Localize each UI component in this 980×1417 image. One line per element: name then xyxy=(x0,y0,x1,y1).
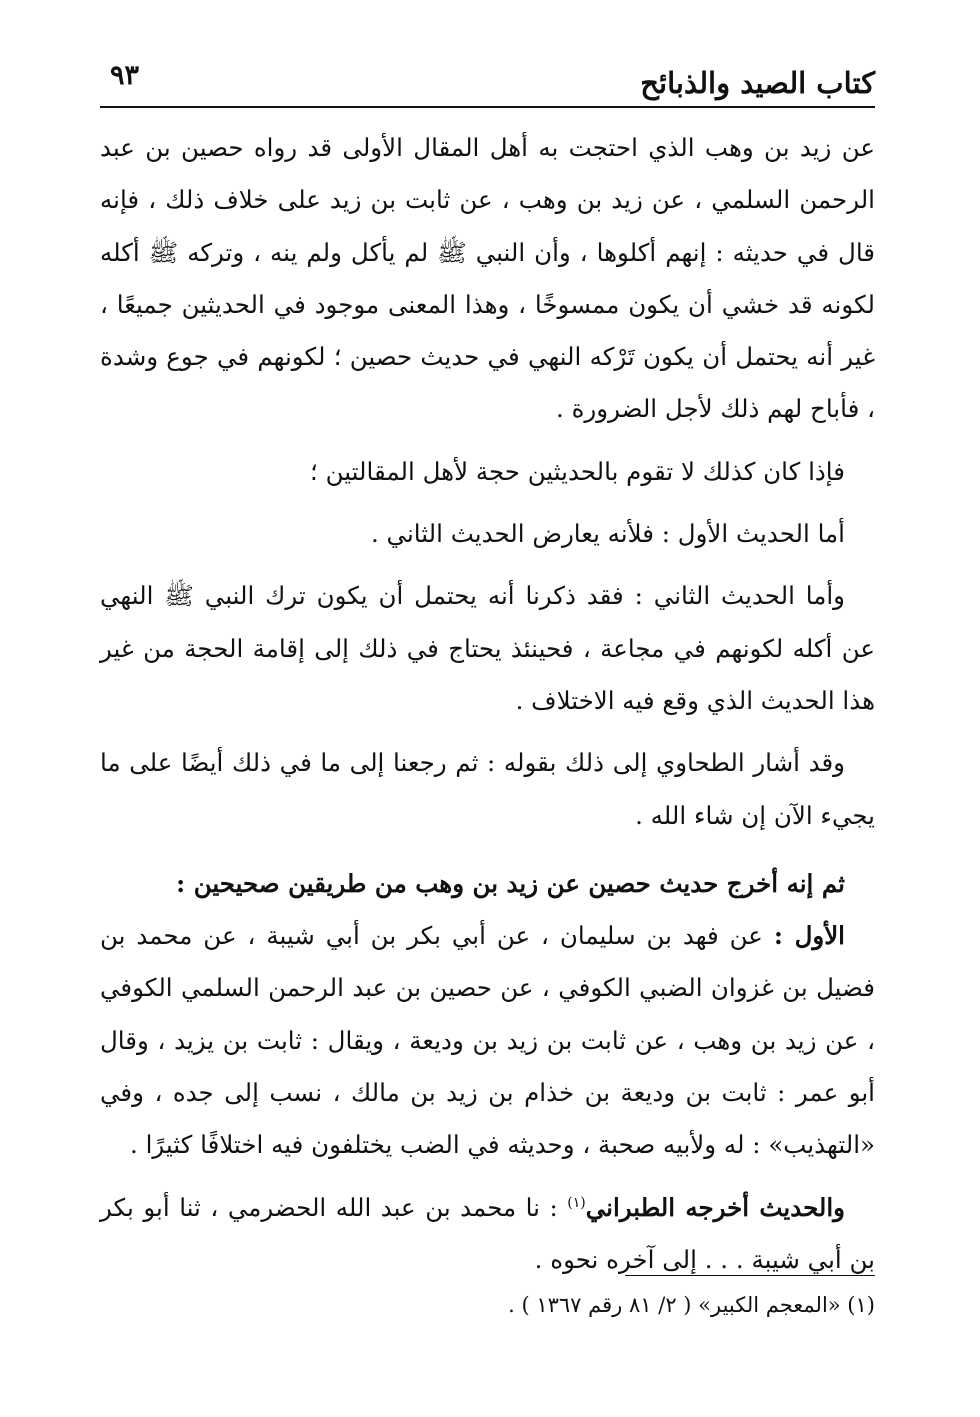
page-header xyxy=(100,60,875,108)
paragraph: وقد أشار الطحاوي إلى ذلك بقوله : ثم رجعنا إلى ما في ذلك أيضًا على ما يجيء الآن إن شاء الله . xyxy=(100,748,875,830)
paragraph: أما الحديث الأول : فلأنه يعارض الحديث الثاني . xyxy=(370,519,845,549)
paragraph xyxy=(100,910,875,1171)
paragraph: وأما الحديث الثاني : فقد ذكرنا أنه يحتمل أن يكون ترك النبي ﷺ النهي عن أكله لكونهم في مجاعة ، فحينئذ يحتاج في ذلك إلى إقامة الحجة من غير هذا الحديث الذي وقع فيه الاختلاف . xyxy=(100,581,875,715)
paragraph-text: عن فهد بن سليمان ، عن أبي بكر بن أبي شيبة ، عن محمد بن فضيل بن غزوان الضبي الكوفي ، عن حصين بن عبد الرحمن السلمي الكوفي ، عن زيد بن وهب ، عن ثابت بن زيد بن وديعة ، ويقال : ثابت بن يزيد ، وقال أبو عمر : ثابت بن وديعة بن خذام بن زيد بن مالك ، نسب إلى جده ، وفي «التهذيب» : له ولأبيه صحبة ، وحديثه في الضب يختلفون فيه اختلافًا كثيرًا . xyxy=(100,921,875,1160)
footnote-marker: (١) xyxy=(567,1194,586,1211)
paragraph-lead: الأول : xyxy=(773,921,845,951)
paragraph-text: : نا محمد بن عبد الله الحضرمي ، ثنا أبو بكر بن أبي شيبة . . . إلى آخره نحوه . xyxy=(100,1192,875,1274)
paragraph xyxy=(100,1182,875,1287)
footnote-divider xyxy=(625,1275,875,1276)
paragraph-lead: والحديث أخرجه الطبراني xyxy=(585,1192,845,1222)
main-text xyxy=(100,122,875,1286)
running-title: كتاب الصيد والذبائح xyxy=(640,66,875,100)
section-heading: ثم إنه أخرج حديث حصين عن زيد بن وهب من طريقين صحيحين : xyxy=(176,868,845,898)
footnote: (١) «المعجم الكبير» ( ٢/ ٨١ رقم ١٣٦٧ ) . xyxy=(508,1293,875,1317)
page-number: ٩٣ xyxy=(110,60,140,91)
paragraph: فإذا كان كذلك لا تقوم بالحديثين حجة لأهل المقالتين ؛ xyxy=(310,456,845,486)
paragraph: عن زيد بن وهب الذي احتجت به أهل المقال الأولى قد رواه حصين بن عبد الرحمن السلمي ، عن زيد بن وهب ، عن ثابت بن زيد على خلاف ذلك ، فإنه قال في حديثه : إنهم أكلوها ، وأن النبي ﷺ لم يأكل ولم ينه ، وتركه ﷺ أكله لكونه قد خشي أن يكون ممسوخًا ، وهذا المعنى موجود في الحديثين جميعًا ، غير أنه يحتمل أن يكون تَرْكه النهي في حديث حصين ؛ لكونهم في جوع وشدة ، فأباح لهم ذلك لأجل الضرورة . xyxy=(100,133,875,424)
book-page xyxy=(100,60,875,1360)
